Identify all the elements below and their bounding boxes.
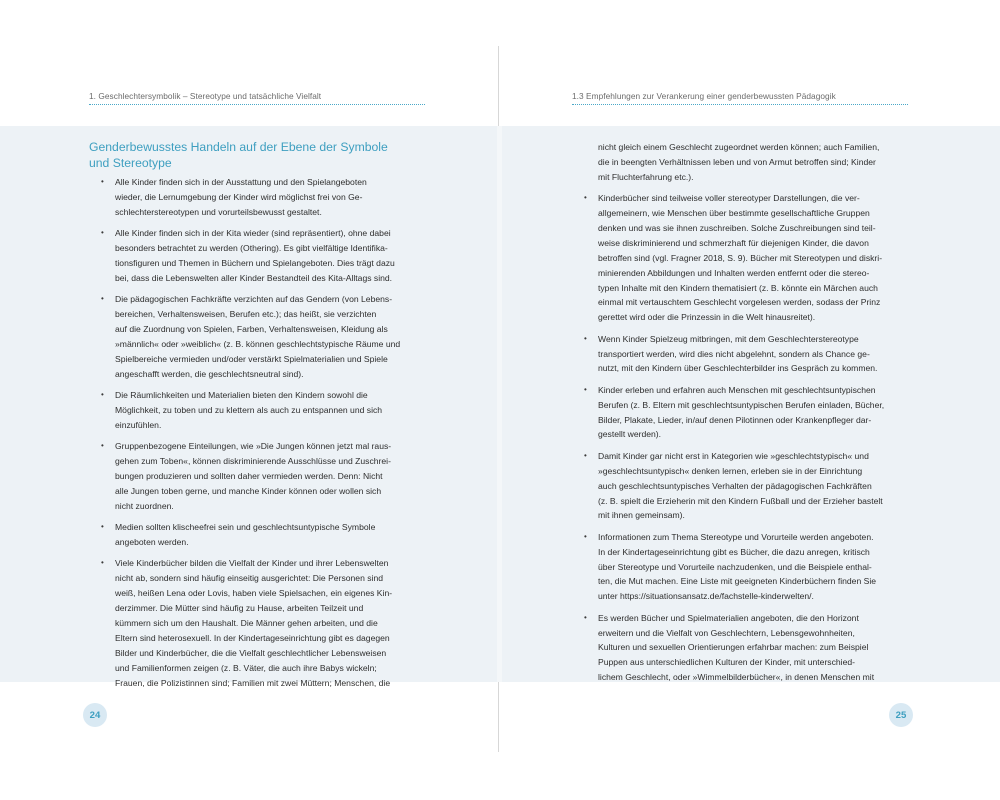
- text-line: Damit Kinder gar nicht erst in Kategorien wie »geschlechtstypisch« und: [598, 450, 869, 461]
- bullet-marker: •: [101, 294, 104, 304]
- text-line: auch geschlechtsuntypisches Verhalten der pädagogischen Fachkräften: [598, 480, 872, 491]
- text-line: gerettet wird oder die Prinzessin in die Welt hinausreitet).: [598, 312, 816, 323]
- list-item: [89, 175, 425, 220]
- text-line: Es werden Bücher und Spielmaterialien angeboten, die den Horizont: [598, 612, 859, 623]
- text-line: nutzt, mit den Kindern über Geschlechterbilder ins Gespräch zu kommen.: [598, 363, 878, 374]
- text-line: derzimmer. Die Mütter sind häufig zu Hause, arbeiten Teilzeit und: [115, 603, 364, 614]
- text-line: über Stereotype und Vorurteile nachzudenken, und die Beispiele enthal-: [598, 561, 872, 572]
- header-divider-right: [572, 104, 908, 105]
- text-line: Wenn Kinder Spielzeug mitbringen, mit dem Geschlechterstereotype: [598, 333, 859, 344]
- list-item: [572, 191, 908, 325]
- text-line: (z. B. spielt die Erzieherin mit den Kindern Fußball und der Erzieher bastelt: [598, 495, 883, 506]
- text-line: Bilder und Kinderbücher, die die Vielfalt geschlechtlicher Lebensweisen: [115, 647, 387, 658]
- list-item: [572, 383, 908, 443]
- text-line: und Familienformen zeigen (z. B. Väter, die auch ihre Babys wickeln;: [115, 662, 377, 673]
- list-item: [89, 556, 425, 690]
- text-line: mit Fluchterfahrung etc.).: [598, 171, 694, 182]
- text-line: Bilder, Plakate, Lieder, in/auf denen Pilotinnen oder Krankenpfleger dar-: [598, 414, 872, 425]
- text-line: alle Jungen toben gerne, und manche Kinder können oder wollen sich: [115, 485, 382, 496]
- text-line: weiß, heißen Lena oder Lovis, haben viele Spielsachen, ein eigenes Kin-: [115, 588, 393, 599]
- text-line: Viele Kinderbücher bilden die Vielfalt der Kinder und ihrer Lebenswelten: [115, 558, 389, 569]
- text-line: »geschlechtsuntypisch« denken lernen, erleben sie in der Einrichtung: [598, 465, 863, 476]
- bullet-marker: •: [101, 558, 104, 568]
- text-line: nicht gleich einem Geschlecht zugeordnet werden können; auch Familien,: [598, 142, 880, 152]
- text-line: einzufühlen.: [115, 419, 162, 430]
- text-line: nicht ab, sondern sind häufig einseitig ausgerichtet: Die Personen sind: [115, 573, 384, 584]
- list-item: [89, 520, 425, 550]
- bullet-marker: •: [584, 193, 587, 203]
- page-number-left: 24: [83, 703, 107, 727]
- list-item: [572, 332, 908, 377]
- text-line: wieder, die Lernumgebung der Kinder wird möglichst frei von Ge-: [115, 192, 363, 203]
- text-line: besonders betrachtet zu werden (Othering). Es gibt vielfältige Identifika-: [115, 243, 388, 254]
- text-line: auf die Zuordnung von Spielen, Farben, Verhaltensweisen, Kleidung als: [115, 324, 388, 335]
- text-line: Medien sollten klischeefrei sein und geschlechtsuntypische Symbole: [115, 522, 376, 533]
- text-line: ten, die Mut machen. Eine Liste mit geeigneten Kinderbüchern finden Sie: [598, 576, 877, 587]
- list-item: [89, 226, 425, 286]
- text-line: lichem Geschlecht, oder »Wimmelbilderbücher«, in denen Menschen mit: [598, 672, 875, 683]
- text-line: nicht zuordnen.: [115, 500, 174, 511]
- text-line: Spielbereiche vermieden und/oder verstärkt Spielmaterialien und Spiele: [115, 353, 388, 364]
- text-line: kümmern sich um den Haushalt. Die Männer gehen arbeiten, und die: [115, 618, 378, 628]
- bullet-marker: •: [101, 177, 104, 187]
- text-line: Alle Kinder finden sich in der Kita wieder (sind repräsentiert), ohne dabei: [115, 228, 391, 239]
- bullet-marker: •: [584, 531, 587, 541]
- text-line: Informationen zum Thema Stereotype und Vorurteile werden angeboten.: [598, 531, 874, 542]
- section-heading: [89, 140, 425, 171]
- bullet-marker: •: [584, 450, 587, 460]
- list-item: [572, 449, 908, 524]
- text-line: die in beengten Verhältnissen leben und von Armut betroffen sind; Kinder: [598, 156, 876, 167]
- text-line: Alle Kinder finden sich in der Ausstattung und den Spielangeboten: [115, 177, 367, 188]
- text-line: erweitern und die Vielfalt von Geschlechtern, Lebensgewohnheiten,: [598, 627, 855, 638]
- text-line: einmal mit vertauschtem Geschlecht vorgelesen werden, sodass der Prinz: [598, 297, 881, 308]
- list-item: [572, 530, 908, 605]
- text-line: allgemeinern, wie Menschen über bestimmte gesellschaftliche Gruppen: [598, 208, 870, 219]
- text-line: bei, dass die Lebenswelten aller Kinder Bestandteil des Kita-Alltags sind.: [115, 273, 393, 284]
- bullet-marker: •: [584, 612, 587, 622]
- left-page-column: [89, 140, 425, 697]
- list-item: [89, 439, 425, 514]
- text-line: Die pädagogischen Fachkräfte verzichten auf das Gendern (von Lebens-: [115, 294, 393, 305]
- text-line: bungen produzieren und sollten daher vermieden werden. Denn: Nicht: [115, 471, 383, 482]
- text-line: gehen zum Toben«, können diskriminierende Ausschlüsse und Zuschrei-: [115, 456, 391, 467]
- text-line: schlechterstereotypen und vorurteilsbewusst gestaltet.: [115, 207, 322, 217]
- text-line: Kinder erleben und erfahren auch Menschen mit geschlechtsuntypischen: [598, 384, 876, 395]
- bullet-marker: •: [584, 333, 587, 343]
- bullet-marker: •: [584, 384, 587, 394]
- bullet-marker: •: [101, 441, 104, 451]
- text-line: bereichen, Verhaltensweisen, Berufen etc.); das heißt, sie verzichten: [115, 309, 377, 320]
- page-number-right: 25: [889, 703, 913, 727]
- text-line: Eltern sind heterosexuell. In der Kindertageseinrichtung gibt es dagegen: [115, 632, 390, 643]
- right-bullet-list: [572, 191, 908, 685]
- text-line: transportiert werden, wird dies nicht abgelehnt, sondern als Chance ge-: [598, 348, 870, 359]
- text-line: unter https://situationsansatz.de/fachstelle-kinderwelten/.: [598, 591, 814, 602]
- running-head-right: 1.3 Empfehlungen zur Verankerung einer genderbewussten Pädagogik: [572, 91, 836, 101]
- text-line: Frauen, die Polizistinnen sind; Familien mit zwei Müttern; Menschen, die: [115, 677, 391, 688]
- text-line: denken und was sie ihnen zuschreiben. Solche Zuschreibungen sind teil-: [598, 222, 876, 233]
- running-head-left: 1. Geschlechtersymbolik – Stereotype und tatsächliche Vielfalt: [89, 91, 322, 101]
- bullet-marker: •: [101, 390, 104, 400]
- list-item: [572, 611, 908, 686]
- section-heading-line: Genderbewusstes Handeln auf der Ebene der Symbole: [89, 140, 388, 154]
- text-line: minierenden Abbildungen und Inhalten werden entfernt oder die stereo-: [598, 267, 870, 278]
- section-heading-line: und Stereotype: [89, 155, 172, 170]
- text-line: Möglichkeit, zu toben und zu klettern als auch zu entspannen und sich: [115, 405, 383, 416]
- text-line: tionsfiguren und Themen in Büchern und Spielangeboten. Dies trägt dazu: [115, 258, 395, 269]
- text-line: weise diskriminierend und schmerzhaft für diejenigen Kinder, die davon: [598, 237, 869, 248]
- text-line: Die Räumlichkeiten und Materialien bieten den Kindern sowohl die: [115, 390, 368, 401]
- text-line: gestellt werden).: [598, 429, 662, 440]
- text-line: Puppen aus unterschiedlichen Kulturen der Kinder, mit unterschied-: [598, 657, 856, 668]
- bullet-marker: •: [101, 228, 104, 238]
- text-line: typen Inhalte mit den Kindern thematisiert (z. B. könnte ein Märchen auch: [598, 282, 878, 293]
- text-line: Berufen (z. B. Eltern mit geschlechtsuntypischen Berufen einladen, Bücher,: [598, 399, 885, 410]
- text-line: angeschafft werden, die geschlechtsneutral sind).: [115, 368, 304, 379]
- left-bullet-list: [89, 175, 425, 690]
- text-line: mit ihnen gemeinsam).: [598, 510, 685, 521]
- continued-paragraph: [572, 140, 908, 185]
- bullet-marker: •: [101, 522, 104, 532]
- list-item: [89, 292, 425, 381]
- text-line: Kinderbücher sind teilweise voller stereotyper Darstellungen, die ver-: [598, 193, 860, 204]
- text-line: Kulturen und sexuellen Orientierungen erfahrbar machen: zum Beispiel: [598, 642, 869, 653]
- text-line: »männlich« oder »weiblich« (z. B. können geschlechtstypische Räume und: [115, 339, 401, 350]
- text-line: betroffen sind (vgl. Fragner 2018, S. 9). Bücher mit Stereotypen und diskri-: [598, 252, 883, 263]
- text-line: angeboten werden.: [115, 537, 189, 548]
- list-item: [89, 388, 425, 433]
- text-line: Gruppenbezogene Einteilungen, wie »Die Jungen können jetzt mal raus-: [115, 441, 392, 452]
- gutter-shade: [497, 126, 502, 682]
- right-page-column: [572, 140, 908, 692]
- header-divider-left: [89, 104, 425, 105]
- text-line: In der Kindertageseinrichtung gibt es Bücher, die dazu anregen, kritisch: [598, 546, 870, 557]
